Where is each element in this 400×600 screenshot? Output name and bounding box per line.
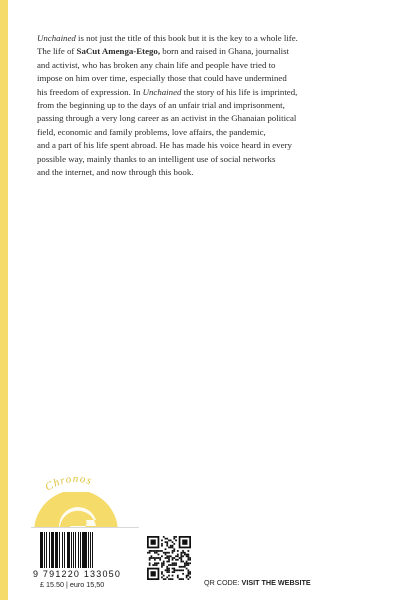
qr-module bbox=[179, 557, 181, 559]
qr-module bbox=[180, 561, 182, 563]
qr-module bbox=[172, 541, 174, 543]
qr-module bbox=[182, 552, 184, 554]
qr-module bbox=[161, 540, 163, 542]
qr-module bbox=[166, 552, 168, 554]
blurb-run: the story of his life is imprinted, bbox=[181, 86, 298, 97]
qr-module bbox=[149, 562, 151, 564]
svg-text:Chronos bbox=[43, 473, 94, 493]
qr-module bbox=[180, 569, 182, 571]
qr-module bbox=[151, 557, 153, 559]
qr-module bbox=[151, 540, 156, 545]
qr-module bbox=[173, 557, 175, 559]
blurb-run: Unchained bbox=[37, 33, 76, 43]
qr-module bbox=[168, 557, 170, 559]
blurb-run: possible way, mainly thanks to an intelligent use of social networks bbox=[37, 153, 276, 164]
qr-module bbox=[189, 559, 191, 561]
qr-module bbox=[151, 571, 156, 576]
qr-module bbox=[180, 557, 182, 559]
blurb-line bbox=[37, 59, 363, 72]
qr-module bbox=[182, 550, 184, 552]
qr-module bbox=[159, 550, 161, 552]
qr-module bbox=[173, 543, 175, 545]
qr-module bbox=[186, 568, 188, 570]
qr-module bbox=[168, 578, 170, 580]
qr-module bbox=[172, 550, 174, 552]
qr-module bbox=[149, 557, 151, 559]
barcode-bar bbox=[93, 532, 94, 568]
qr-module bbox=[166, 545, 168, 547]
qr-module bbox=[166, 569, 168, 571]
qr-code[interactable] bbox=[147, 536, 191, 580]
blurb-run: impose on him over time, especially those that could have undermined bbox=[37, 73, 287, 84]
qr-module bbox=[187, 562, 189, 564]
qr-module bbox=[159, 559, 161, 561]
blurb-line bbox=[37, 86, 363, 99]
qr-module bbox=[172, 552, 174, 554]
qr-module bbox=[172, 575, 174, 577]
qr-module bbox=[182, 569, 184, 571]
qr-module bbox=[172, 559, 174, 561]
qr-module bbox=[163, 561, 165, 563]
qr-module bbox=[152, 557, 154, 559]
blurb-run: is not just the title of this book but it is the key to a whole life. bbox=[75, 33, 298, 43]
qr-module bbox=[161, 566, 163, 568]
qr-module bbox=[165, 569, 167, 571]
qr-module bbox=[177, 575, 179, 577]
qr-module bbox=[177, 559, 179, 561]
qr-module bbox=[187, 573, 189, 575]
qr-module bbox=[165, 557, 167, 559]
price-label: £ 15.50 | euro 15,50 bbox=[40, 580, 105, 589]
qr-module bbox=[173, 536, 175, 538]
qr-module bbox=[172, 547, 174, 549]
qr-module bbox=[175, 555, 177, 557]
qr-module bbox=[154, 559, 156, 561]
qr-module bbox=[165, 541, 167, 543]
qr-module bbox=[149, 552, 151, 554]
qr-module bbox=[154, 557, 156, 559]
qr-module bbox=[166, 571, 168, 573]
blurb-run: born and raised in Ghana, journalist bbox=[160, 46, 290, 57]
qr-module bbox=[187, 564, 189, 566]
qr-module bbox=[186, 561, 188, 563]
qr-module bbox=[182, 555, 184, 557]
qr-module bbox=[180, 552, 182, 554]
qr-module bbox=[163, 575, 165, 577]
qr-module bbox=[170, 540, 172, 542]
qr-module bbox=[184, 552, 186, 554]
qr-module bbox=[161, 545, 163, 547]
qr-module bbox=[166, 555, 168, 557]
qr-module bbox=[172, 562, 174, 564]
qr-module bbox=[187, 559, 189, 561]
qr-module bbox=[184, 554, 186, 556]
qr-module bbox=[163, 564, 165, 566]
qr-module bbox=[179, 566, 181, 568]
blurb-line bbox=[37, 139, 363, 152]
qr-module bbox=[161, 571, 163, 573]
qr-module bbox=[156, 557, 158, 559]
qr-module bbox=[173, 568, 175, 570]
qr-module bbox=[166, 557, 168, 559]
qr-module bbox=[180, 555, 182, 557]
qr-module bbox=[161, 576, 163, 578]
qr-module bbox=[156, 552, 158, 554]
isbn-number: 9 791220 133050 bbox=[33, 569, 122, 579]
qr-module bbox=[187, 555, 189, 557]
publisher-logo bbox=[30, 470, 122, 530]
qr-module bbox=[149, 550, 151, 552]
qr-module bbox=[168, 571, 170, 573]
blurb-run: The life of bbox=[37, 46, 77, 57]
qr-module bbox=[163, 536, 165, 538]
qr-module bbox=[173, 538, 175, 540]
qr-module bbox=[177, 576, 179, 578]
qr-module bbox=[187, 571, 189, 573]
blurb-line bbox=[37, 32, 363, 45]
qr-module bbox=[170, 555, 172, 557]
qr-module bbox=[186, 555, 188, 557]
blurb-run: his freedom of expression. In bbox=[37, 86, 143, 97]
qr-module bbox=[156, 550, 158, 552]
qr-label-action: VISIT THE WEBSITE bbox=[241, 578, 311, 587]
blurb-line bbox=[37, 72, 363, 85]
qr-label-prefix: QR CODE: bbox=[204, 578, 242, 587]
qr-module bbox=[180, 554, 182, 556]
qr-module bbox=[177, 569, 179, 571]
blurb-line bbox=[37, 153, 363, 166]
qr-module bbox=[166, 541, 168, 543]
blurb-run: and a part of his life spent abroad. He has made his voice heard in every bbox=[37, 140, 292, 151]
qr-module bbox=[187, 554, 189, 556]
qr-module bbox=[166, 568, 168, 570]
qr-module bbox=[189, 573, 191, 575]
qr-module bbox=[166, 561, 168, 563]
blurb-run: and the internet, and now through this book. bbox=[37, 167, 194, 178]
qr-module bbox=[186, 576, 188, 578]
qr-module bbox=[186, 564, 188, 566]
qr-module bbox=[184, 562, 186, 564]
qr-module bbox=[154, 550, 156, 552]
qr-module bbox=[168, 547, 170, 549]
qr-module bbox=[173, 562, 175, 564]
qr-module bbox=[168, 555, 170, 557]
qr-module bbox=[149, 559, 151, 561]
blurb-run: SaCut Amenga-Etego, bbox=[76, 46, 161, 57]
back-cover-blurb bbox=[37, 32, 363, 179]
qr-module bbox=[189, 562, 191, 564]
qr-module bbox=[182, 573, 184, 575]
qr-module bbox=[151, 555, 153, 557]
qr-module bbox=[168, 568, 170, 570]
qr-module bbox=[161, 550, 163, 552]
qr-module bbox=[182, 578, 184, 580]
blurb-line bbox=[37, 45, 363, 58]
qr-module bbox=[166, 538, 168, 540]
qr-module bbox=[180, 566, 182, 568]
qr-module bbox=[170, 564, 172, 566]
qr-module bbox=[147, 552, 149, 554]
publisher-name: Chronos bbox=[43, 472, 94, 494]
qr-module bbox=[172, 571, 174, 573]
blurb-run: and activist, who has broken any chain life and people have tried to bbox=[37, 59, 276, 70]
qr-module bbox=[166, 543, 168, 545]
qr-module bbox=[151, 550, 153, 552]
qr-module bbox=[186, 575, 188, 577]
qr-module bbox=[152, 550, 154, 552]
qr-module bbox=[172, 568, 174, 570]
qr-module bbox=[173, 550, 175, 552]
blurb-line bbox=[37, 126, 363, 139]
spine-stripe bbox=[0, 0, 8, 600]
qr-module bbox=[180, 578, 182, 580]
qr-module bbox=[184, 564, 186, 566]
qr-module bbox=[177, 554, 179, 556]
qr-module bbox=[166, 566, 168, 568]
qr-module bbox=[149, 564, 151, 566]
qr-module bbox=[175, 540, 177, 542]
qr-module bbox=[172, 578, 174, 580]
qr-module bbox=[161, 564, 163, 566]
qr-module bbox=[158, 550, 160, 552]
blurb-run: Unchained bbox=[142, 86, 182, 97]
blurb-run: passing through a very long career as an activist in the Ghanaian political bbox=[37, 113, 297, 124]
qr-module bbox=[168, 559, 170, 561]
barcode-bars bbox=[40, 532, 136, 568]
qr-module bbox=[187, 550, 189, 552]
qr-module bbox=[179, 569, 181, 571]
qr-module bbox=[189, 576, 191, 578]
qr-module bbox=[177, 550, 179, 552]
qr-module bbox=[152, 564, 154, 566]
qr-module bbox=[182, 566, 184, 568]
qr-module bbox=[158, 557, 160, 559]
qr-module bbox=[189, 557, 191, 559]
barcode bbox=[31, 527, 139, 588]
qr-module bbox=[168, 569, 170, 571]
qr-module bbox=[173, 548, 175, 550]
qr-module bbox=[172, 557, 174, 559]
qr-module bbox=[154, 562, 156, 564]
qr-module bbox=[158, 554, 160, 556]
blurb-line bbox=[37, 166, 363, 179]
qr-module bbox=[170, 547, 172, 549]
blurb-run: from the beginning up to the days of an unfair trial and imprisonment, bbox=[37, 100, 285, 111]
qr-module bbox=[161, 562, 163, 564]
qr-module bbox=[173, 571, 175, 573]
qr-module bbox=[184, 566, 186, 568]
qr-module bbox=[182, 561, 184, 563]
qr-module bbox=[180, 559, 182, 561]
qr-module bbox=[168, 561, 170, 563]
qr-module bbox=[175, 569, 177, 571]
qr-module bbox=[186, 554, 188, 556]
qr-module bbox=[154, 564, 156, 566]
qr-module bbox=[175, 564, 177, 566]
qr-module bbox=[172, 545, 174, 547]
qr-module bbox=[165, 548, 167, 550]
qr-module bbox=[175, 536, 177, 538]
qr-module bbox=[186, 562, 188, 564]
qr-module bbox=[168, 564, 170, 566]
qr-module bbox=[163, 578, 165, 580]
qr-module bbox=[175, 562, 177, 564]
qr-module bbox=[175, 559, 177, 561]
qr-module bbox=[168, 575, 170, 577]
qr-module bbox=[168, 552, 170, 554]
qr-module bbox=[166, 576, 168, 578]
qr-module bbox=[170, 545, 172, 547]
qr-module bbox=[154, 552, 156, 554]
blurb-run: field, economic and family problems, love affairs, the pandemic, bbox=[37, 126, 266, 137]
qr-module bbox=[163, 552, 165, 554]
qr-module bbox=[168, 540, 170, 542]
qr-module bbox=[163, 562, 165, 564]
qr-module bbox=[187, 578, 189, 580]
qr-module bbox=[170, 578, 172, 580]
qr-module bbox=[165, 538, 167, 540]
qr-module bbox=[187, 575, 189, 577]
qr-module bbox=[156, 562, 158, 564]
qr-module bbox=[161, 543, 163, 545]
publisher-logo-mark bbox=[30, 492, 122, 532]
qr-module bbox=[187, 569, 189, 571]
blurb-line bbox=[37, 112, 363, 125]
qr-module bbox=[161, 573, 163, 575]
qr-module bbox=[161, 555, 163, 557]
qr-module bbox=[165, 578, 167, 580]
qr-module bbox=[189, 571, 191, 573]
qr-module bbox=[179, 578, 181, 580]
qr-module bbox=[172, 564, 174, 566]
qr-module bbox=[173, 564, 175, 566]
qr-module bbox=[165, 552, 167, 554]
qr-module bbox=[173, 569, 175, 571]
qr-module bbox=[182, 540, 187, 545]
qr-module bbox=[187, 557, 189, 559]
qr-module bbox=[165, 554, 167, 556]
qr-module bbox=[156, 564, 158, 566]
qr-module bbox=[159, 557, 161, 559]
qr-module bbox=[158, 562, 160, 564]
qr-module bbox=[177, 555, 179, 557]
blurb-line bbox=[37, 99, 363, 112]
qr-code-label bbox=[204, 578, 311, 587]
